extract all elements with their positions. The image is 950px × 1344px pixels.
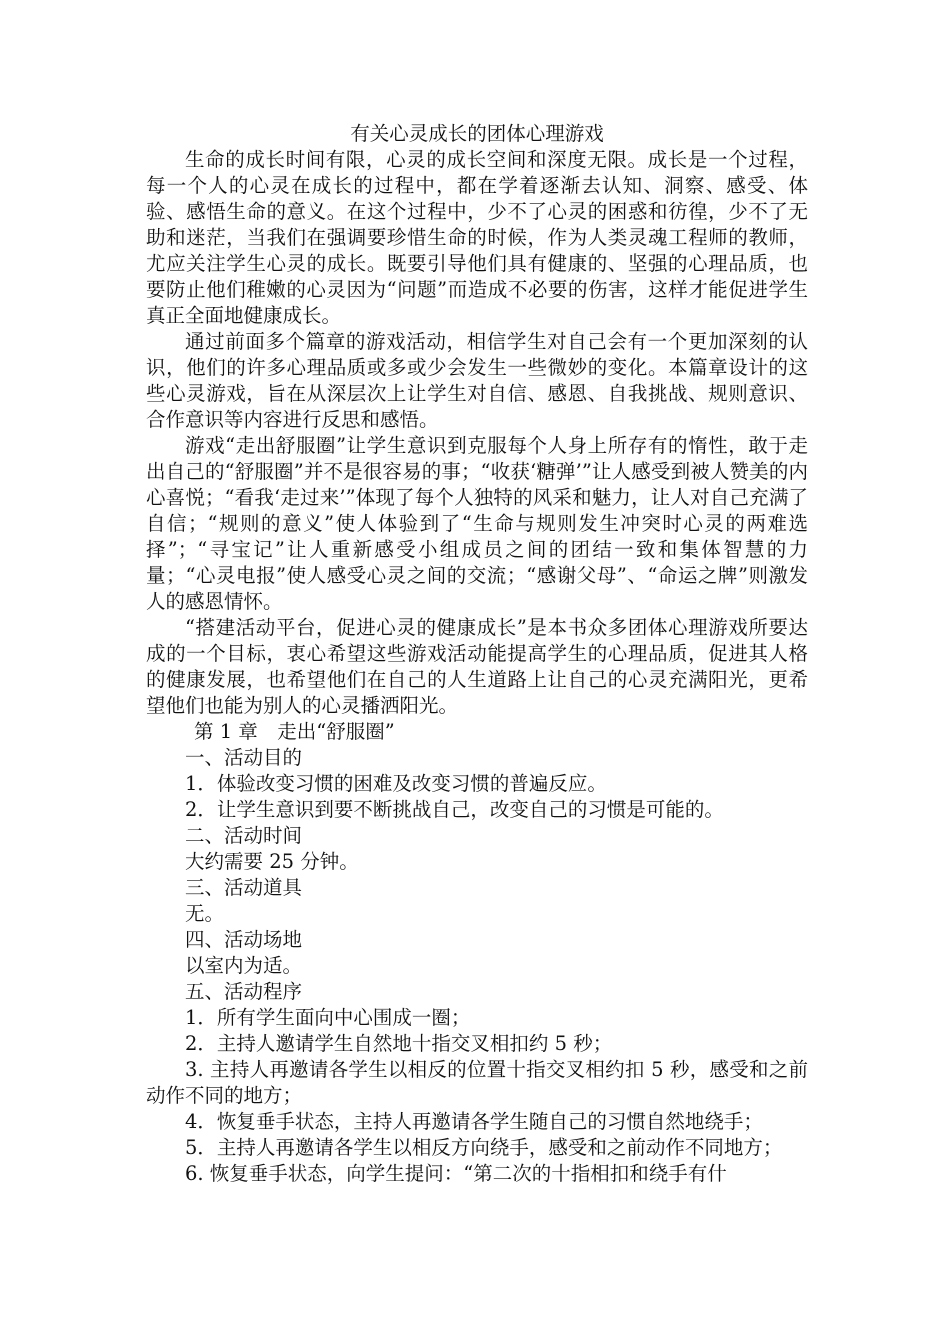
section-text: 大约需要 25 分钟。: [185, 850, 359, 873]
document-page: [146, 121, 808, 1187]
procedure-step: 3. 主持人再邀请各学生以相反的位置十指交叉相约扣 5 秒，感受和之前动作不同的地方；: [146, 1058, 808, 1107]
list-item: 1．体验改变习惯的困难及改变习惯的普遍反应。: [185, 772, 607, 795]
intro-paragraph: 生命的成长时间有限，心灵的成长空间和深度无限。成长是一个过程，每一个人的心灵在成长的过程中，都在学着逐渐去认知、洞察、感受、体验、感悟生命的意义。在这个过程中，少不了心灵的困惑和彷徨，少不了无助和迷茫，当我们在强调要珍惜生命的时候，作为人类灵魂工程师的教师，尤应关注学生心灵的成长。既要引导他们具有健康的、坚强的心理品质，也要防止他们稚嫩的心灵因为“问题”而造成不必要的伤害，这样才能促进学生真正全面地健康成长。: [146, 148, 808, 327]
section-heading: 二、活动时间: [185, 824, 303, 847]
intro-paragraph: 通过前面多个篇章的游戏活动，相信学生对自己会有一个更加深刻的认识，他们的许多心理品质或多或少会发生一些微妙的变化。本篇章设计的这些心灵游戏，旨在从深层次上让学生对自信、感恩、自我挑战、规则意识、合作意识等内容进行反思和感悟。: [146, 330, 808, 431]
section-text: 以室内为适。: [185, 954, 303, 977]
section-heading: 四、活动场地: [185, 928, 303, 951]
document-title: 有关心灵成长的团体心理游戏: [350, 122, 604, 145]
chapter-heading: 第 1 章 走出“舒服圈”: [194, 720, 395, 743]
list-item: 1．所有学生面向中心围成一圈；: [185, 1006, 471, 1029]
section-heading: 三、活动道具: [185, 876, 303, 899]
intro-paragraph: 游戏“走出舒服圈”让学生意识到克服每个人身上所存有的惰性，敢于走出自己的“舒服圈”并不是很容易的事；“收获‘糖弹’”让人感受到被人赞美的内心喜悦；“看我‘走过来’”体现了每个人独特的风采和魅力，让人对自己充满了自信；“规则的意义”使人体验到了“生命与规则发生冲突时心灵的两难选择”；“寻宝记”让人重新感受小组成员之间的团结一致和集体智慧的力量；“心灵电报”使人感受心灵之间的交流；“感谢父母”、“命运之牌”则激发人的感恩情怀。: [146, 434, 808, 613]
intro-paragraph: “搭建活动平台，促进心灵的健康成长”是本书众多团体心理游戏所要达成的一个目标，衷心希望这些游戏活动能提高学生的心理品质，促进其人格的健康发展，也希望他们在自己的人生道路上让自己的心灵充满阳光，更希望他们也能为别人的心灵播洒阳光。: [146, 616, 808, 717]
procedure-step: 4．恢复垂手状态，主持人再邀请各学生随自己的习惯自然地绕手；: [185, 1110, 763, 1133]
section-text: 无。: [185, 902, 225, 925]
list-item: 2．主持人邀请学生自然地十指交叉相扣约 5 秒；: [185, 1032, 613, 1055]
section-heading: 五、活动程序: [185, 980, 303, 1003]
procedure-step: 6. 恢复垂手状态，向学生提问：“第二次的十指相扣和绕手有什: [185, 1162, 727, 1185]
list-item: 2．让学生意识到要不断挑战自己，改变自己的习惯是可能的。: [185, 798, 724, 821]
procedure-step: 5．主持人再邀请各学生以相反方向绕手，感受和之前动作不同地方；: [185, 1136, 783, 1159]
section-heading: 一、活动目的: [185, 746, 303, 769]
